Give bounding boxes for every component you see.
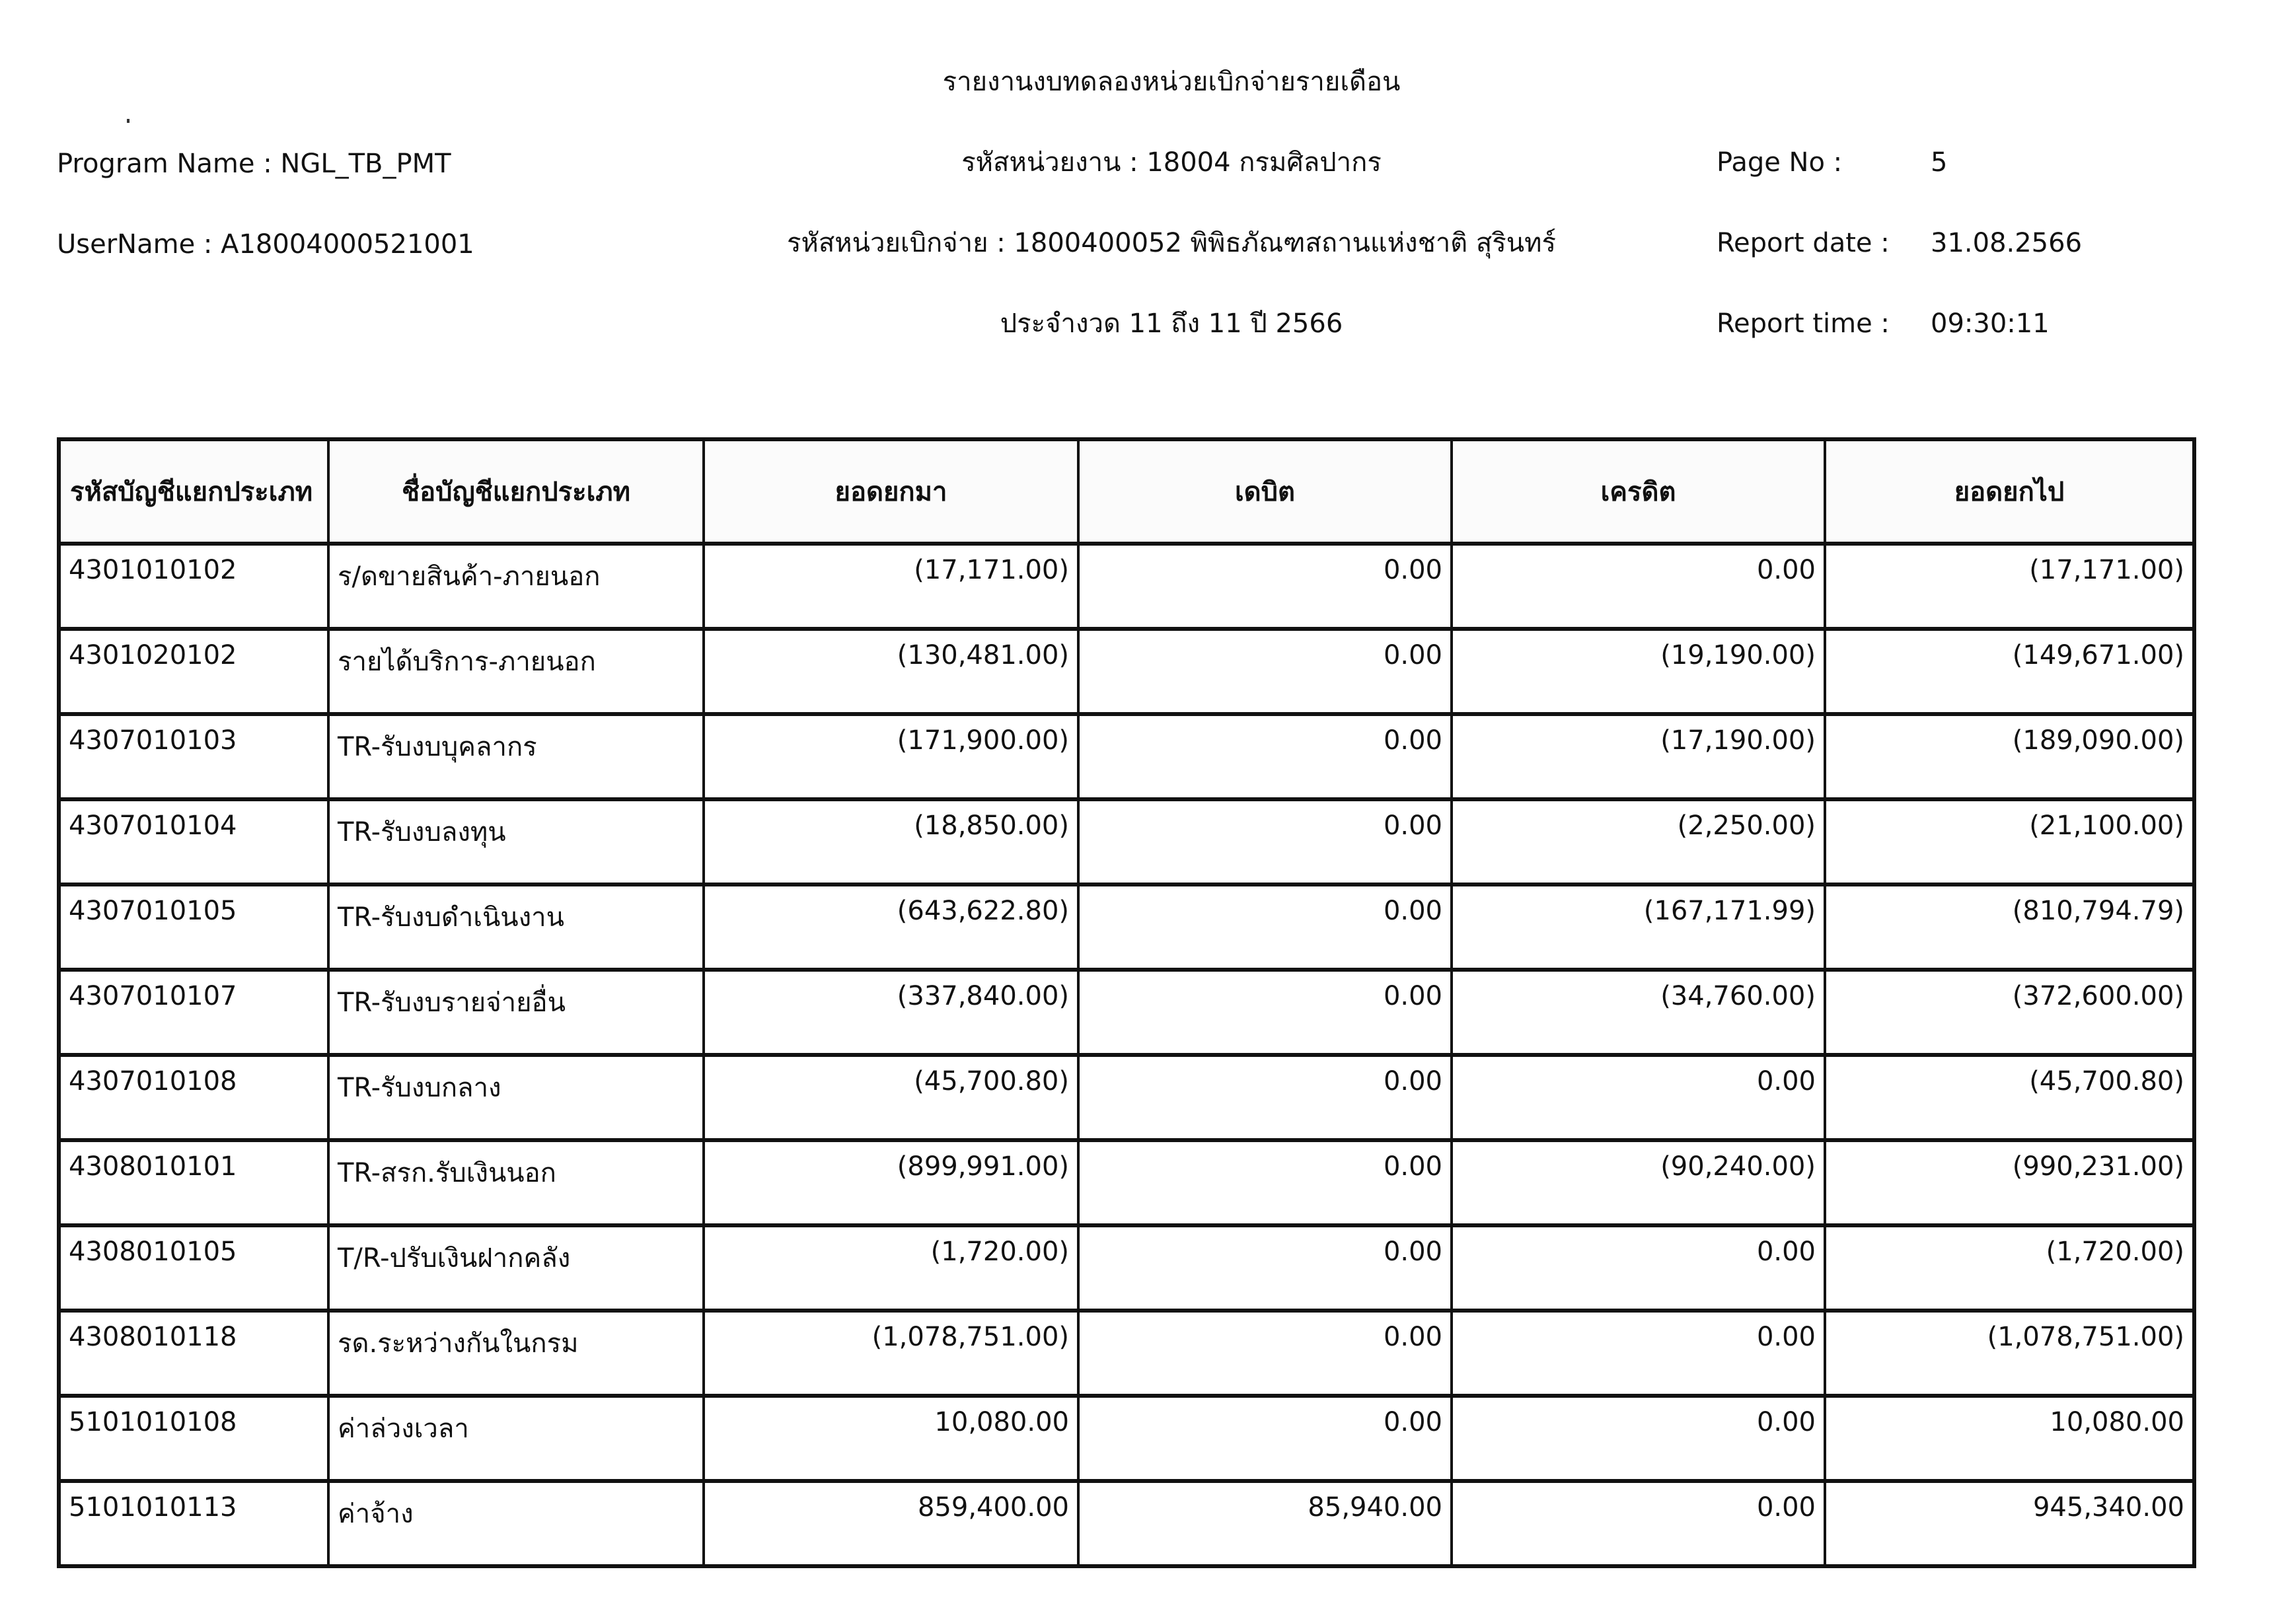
- account-code: 4307010104: [59, 799, 328, 884]
- account-name: ค่าล่วงเวลา: [328, 1396, 704, 1481]
- account-code: 4301010102: [59, 544, 328, 629]
- opening-balance: (130,481.00): [704, 629, 1078, 714]
- account-name: ค่าจ้าง: [328, 1481, 704, 1566]
- closing-balance: (372,600.00): [1825, 970, 2194, 1055]
- table-row: [59, 1396, 2194, 1481]
- account-code: 4307010105: [59, 884, 328, 970]
- table-row: [59, 1055, 2194, 1140]
- column-header-account-name: ชื่อบัญชีแยกประเภท: [328, 439, 704, 544]
- credit: 0.00: [1452, 1225, 1825, 1311]
- column-header-opening-balance: ยอดยกมา: [704, 439, 1078, 544]
- account-code: 4308010118: [59, 1311, 328, 1396]
- report-title: รายงานงบทดลองหน่วยเบิกจ่ายรายเดือน: [942, 67, 1401, 97]
- account-name: TR-รับงบดำเนินงาน: [328, 884, 704, 970]
- credit: (90,240.00): [1452, 1140, 1825, 1225]
- opening-balance: 10,080.00: [704, 1396, 1078, 1481]
- credit: (17,190.00): [1452, 714, 1825, 799]
- column-header-debit: เดบิต: [1078, 439, 1452, 544]
- debit: 0.00: [1078, 1225, 1452, 1311]
- closing-balance: 945,340.00: [1825, 1481, 2194, 1566]
- column-header-account-code: รหัสบัญชีแยกประเภท: [59, 439, 328, 544]
- closing-balance: (189,090.00): [1825, 714, 2194, 799]
- table-row: [59, 1140, 2194, 1225]
- agency-code: รหัสหน่วยงาน : 18004 กรมศิลปากร: [961, 147, 1382, 178]
- account-name: รายได้บริการ-ภายนอก: [328, 629, 704, 714]
- closing-balance: (990,231.00): [1825, 1140, 2194, 1225]
- debit: 0.00: [1078, 970, 1452, 1055]
- debit: 0.00: [1078, 1311, 1452, 1396]
- account-code: 4308010101: [59, 1140, 328, 1225]
- account-code: 4308010105: [59, 1225, 328, 1311]
- closing-balance: (1,078,751.00): [1825, 1311, 2194, 1396]
- disbursing-unit: รหัสหน่วยเบิกจ่าย : 1800400052 พิพิธภัณฑสถานแห่งชาติ สุรินทร์: [787, 228, 1556, 258]
- table-row: [59, 884, 2194, 970]
- table-header-row: [59, 439, 2194, 544]
- column-header-closing-balance: ยอดยกไป: [1825, 439, 2194, 544]
- debit: 0.00: [1078, 884, 1452, 970]
- debit: 0.00: [1078, 544, 1452, 629]
- user-name: UserName : A18004000521001: [57, 229, 474, 260]
- account-name: รด.ระหว่างกันในกรม: [328, 1311, 704, 1396]
- debit: 0.00: [1078, 1055, 1452, 1140]
- closing-balance: (149,671.00): [1825, 629, 2194, 714]
- credit: (2,250.00): [1452, 799, 1825, 884]
- report-time-value: 09:30:11: [1931, 308, 2050, 339]
- account-name: TR-รับงบกลาง: [328, 1055, 704, 1140]
- account-name: TR-สรก.รับเงินนอก: [328, 1140, 704, 1225]
- table-row: [59, 799, 2194, 884]
- account-code: 4301020102: [59, 629, 328, 714]
- report-date-value: 31.08.2566: [1931, 228, 2083, 258]
- opening-balance: (643,622.80): [704, 884, 1078, 970]
- closing-balance: (17,171.00): [1825, 544, 2194, 629]
- account-code: 4307010108: [59, 1055, 328, 1140]
- trial-balance-table: [57, 437, 2196, 1568]
- opening-balance: (18,850.00): [704, 799, 1078, 884]
- account-name: T/R-ปรับเงินฝากคลัง: [328, 1225, 704, 1311]
- debit: 0.00: [1078, 629, 1452, 714]
- opening-balance: (171,900.00): [704, 714, 1078, 799]
- program-name: Program Name : NGL_TB_PMT: [57, 149, 451, 179]
- account-code: 5101010113: [59, 1481, 328, 1566]
- account-code: 4307010107: [59, 970, 328, 1055]
- debit: 85,940.00: [1078, 1481, 1452, 1566]
- closing-balance: (1,720.00): [1825, 1225, 2194, 1311]
- account-name: TR-รับงบบุคลากร: [328, 714, 704, 799]
- credit: 0.00: [1452, 544, 1825, 629]
- table-row: [59, 970, 2194, 1055]
- account-code: 4307010103: [59, 714, 328, 799]
- credit: (167,171.99): [1452, 884, 1825, 970]
- closing-balance: (810,794.79): [1825, 884, 2194, 970]
- credit: 0.00: [1452, 1396, 1825, 1481]
- opening-balance: (17,171.00): [704, 544, 1078, 629]
- credit: (34,760.00): [1452, 970, 1825, 1055]
- debit: 0.00: [1078, 1396, 1452, 1481]
- credit: 0.00: [1452, 1481, 1825, 1566]
- credit: 0.00: [1452, 1055, 1825, 1140]
- page-no-label: Page No :: [1717, 147, 1843, 178]
- table-row: [59, 629, 2194, 714]
- report-time-label: Report time :: [1717, 308, 1890, 339]
- account-name: TR-รับงบรายจ่ายอื่น: [328, 970, 704, 1055]
- debit: 0.00: [1078, 714, 1452, 799]
- opening-balance: (899,991.00): [704, 1140, 1078, 1225]
- table-row: [59, 1311, 2194, 1396]
- table-row: [59, 1225, 2194, 1311]
- account-name: TR-รับงบลงทุน: [328, 799, 704, 884]
- column-header-credit: เครดิต: [1452, 439, 1825, 544]
- debit: 0.00: [1078, 1140, 1452, 1225]
- account-name: ร/ดขายสินค้า-ภายนอก: [328, 544, 704, 629]
- opening-balance: (45,700.80): [704, 1055, 1078, 1140]
- opening-balance: 859,400.00: [704, 1481, 1078, 1566]
- table-row: [59, 1481, 2194, 1566]
- table-row: [59, 544, 2194, 629]
- report-period: ประจำงวด 11 ถึง 11 ปี 2566: [1000, 308, 1343, 339]
- table-row: [59, 714, 2194, 799]
- debit: 0.00: [1078, 799, 1452, 884]
- opening-balance: (1,720.00): [704, 1225, 1078, 1311]
- credit: 0.00: [1452, 1311, 1825, 1396]
- opening-balance: (1,078,751.00): [704, 1311, 1078, 1396]
- scan-speck: [127, 119, 130, 123]
- account-code: 5101010108: [59, 1396, 328, 1481]
- credit: (19,190.00): [1452, 629, 1825, 714]
- page-no-value: 5: [1931, 147, 1948, 178]
- closing-balance: (45,700.80): [1825, 1055, 2194, 1140]
- closing-balance: (21,100.00): [1825, 799, 2194, 884]
- opening-balance: (337,840.00): [704, 970, 1078, 1055]
- report-date-label: Report date :: [1717, 228, 1890, 258]
- closing-balance: 10,080.00: [1825, 1396, 2194, 1481]
